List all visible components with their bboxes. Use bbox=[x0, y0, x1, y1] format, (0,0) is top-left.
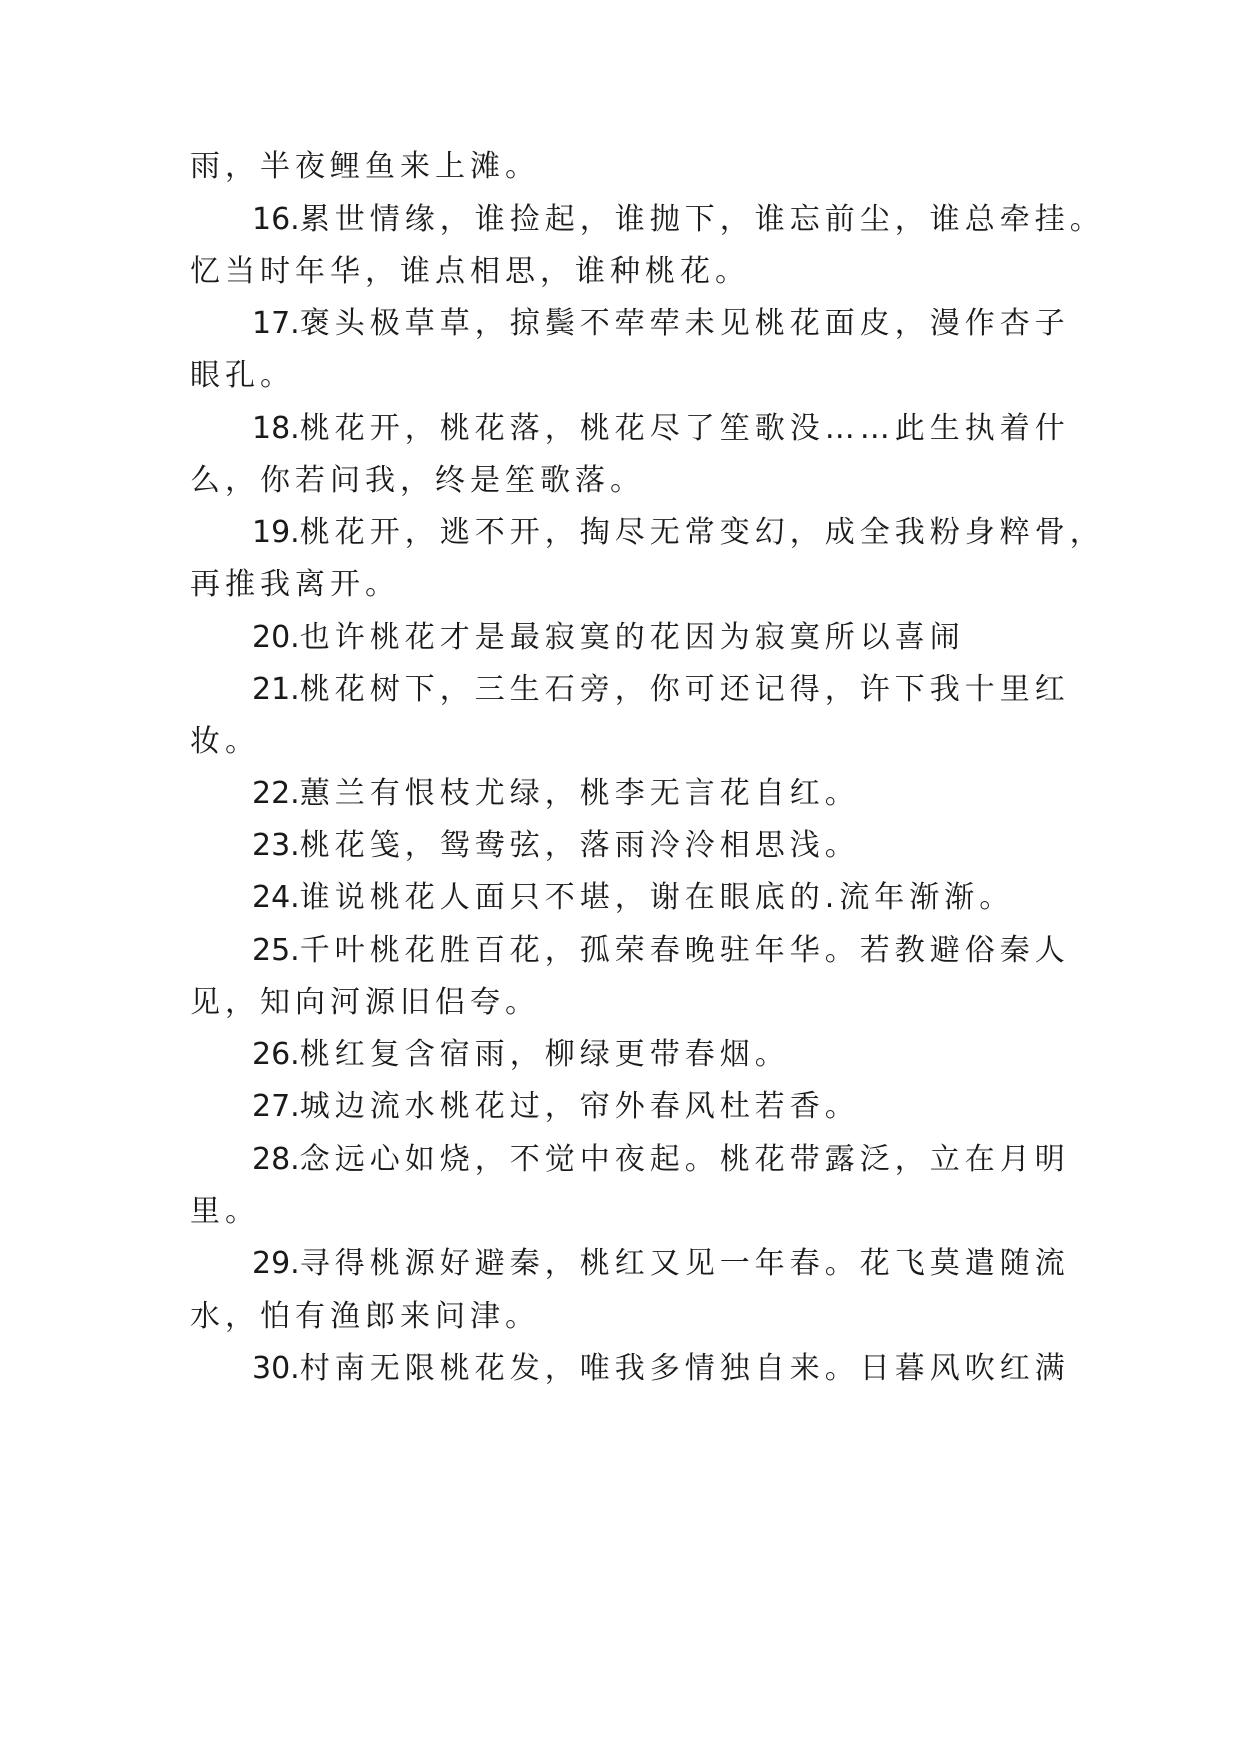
list-item-17 bbox=[252, 302, 1070, 346]
line-text: 寻得桃源好避秦，桃红又见一年春。花飞莫遣随流 bbox=[299, 1246, 1070, 1281]
line-text: 雨，半夜鲤鱼来上滩。 bbox=[190, 149, 540, 184]
line-text: 村南无限桃花发，唯我多情独自来。日暮风吹红满 bbox=[299, 1351, 1070, 1386]
item-number: 18. bbox=[252, 411, 300, 446]
text-line bbox=[190, 459, 645, 503]
list-item-20 bbox=[252, 616, 965, 660]
text-line bbox=[190, 354, 295, 398]
list-item-24 bbox=[252, 876, 1014, 920]
line-text: 千叶桃花胜百花，孤荣春晚驻年华。若教避俗秦人 bbox=[299, 933, 1070, 968]
item-number: 23. bbox=[252, 828, 300, 863]
line-text: 再推我离开。 bbox=[190, 567, 400, 602]
text-line bbox=[190, 720, 260, 764]
line-text: 妆。 bbox=[190, 724, 260, 759]
text-line bbox=[190, 250, 750, 294]
item-number: 21. bbox=[252, 672, 300, 707]
text-line bbox=[190, 981, 540, 1025]
line-text: 水，怕有渔郎来问津。 bbox=[190, 1299, 540, 1334]
line-text: 么，你若问我，终是笙歌落。 bbox=[190, 463, 645, 498]
line-text: 蕙兰有恨枝尤绿，桃李无言花自红。 bbox=[299, 776, 860, 811]
text-line bbox=[190, 563, 400, 607]
line-text: 桃花笺，鸳鸯弦，落雨泠泠相思浅。 bbox=[299, 828, 860, 863]
line-text: 眼孔。 bbox=[190, 358, 295, 393]
list-item-23 bbox=[252, 824, 860, 868]
list-item-19 bbox=[252, 511, 1105, 555]
text-line bbox=[190, 1190, 260, 1234]
item-number: 26. bbox=[252, 1037, 300, 1072]
item-number: 29. bbox=[252, 1246, 300, 1281]
list-item-21 bbox=[252, 668, 1070, 712]
line-text: 城边流水桃花过，帘外春风杜若香。 bbox=[299, 1089, 860, 1124]
list-item-18 bbox=[252, 407, 1070, 451]
item-number: 20. bbox=[252, 620, 300, 655]
item-number: 16. bbox=[252, 202, 300, 237]
list-item-22 bbox=[252, 772, 860, 816]
item-number: 24. bbox=[252, 880, 300, 915]
list-item-29 bbox=[252, 1242, 1070, 1286]
item-number: 19. bbox=[252, 515, 300, 550]
line-text: 也许桃花才是最寂寞的花因为寂寞所以喜闹 bbox=[299, 620, 965, 655]
line-text: 忆当时年华，谁点相思，谁种桃花。 bbox=[190, 254, 750, 289]
list-item-27 bbox=[252, 1085, 860, 1129]
line-text: 桃花开，逃不开，掏尽无常变幻，成全我粉身粹骨， bbox=[299, 515, 1105, 550]
item-number: 22. bbox=[252, 776, 300, 811]
item-number: 25. bbox=[252, 933, 300, 968]
list-item-28 bbox=[252, 1138, 1070, 1182]
list-item-25 bbox=[252, 929, 1070, 973]
line-text: 褒头极草草，掠鬓不荦荦未见桃花面皮，漫作杏子 bbox=[299, 306, 1070, 341]
item-number: 17. bbox=[252, 306, 300, 341]
list-item-30 bbox=[252, 1347, 1070, 1391]
text-line bbox=[190, 1295, 540, 1339]
line-text: 桃花树下，三生石旁，你可还记得，许下我十里红 bbox=[299, 672, 1070, 707]
list-item-26 bbox=[252, 1033, 790, 1077]
line-text: 见，知向河源旧侣夸。 bbox=[190, 985, 540, 1020]
item-number: 28. bbox=[252, 1142, 300, 1177]
line-text: 念远心如烧，不觉中夜起。桃花带露泛，立在月明 bbox=[299, 1142, 1070, 1177]
list-item-16 bbox=[252, 198, 1105, 242]
item-number: 30. bbox=[252, 1351, 300, 1386]
line-text: 里。 bbox=[190, 1194, 260, 1229]
line-text: 桃红复含宿雨，柳绿更带春烟。 bbox=[299, 1037, 790, 1072]
item-number: 27. bbox=[252, 1089, 300, 1124]
line-text: 桃花开，桃花落，桃花尽了笙歌没……此生执着什 bbox=[299, 411, 1070, 446]
text-line bbox=[190, 145, 540, 189]
line-text: 累世情缘，谁捡起，谁抛下，谁忘前尘，谁总牵挂。 bbox=[299, 202, 1105, 237]
line-text: 谁说桃花人面只不堪，谢在眼底的.流年渐渐。 bbox=[299, 880, 1015, 915]
